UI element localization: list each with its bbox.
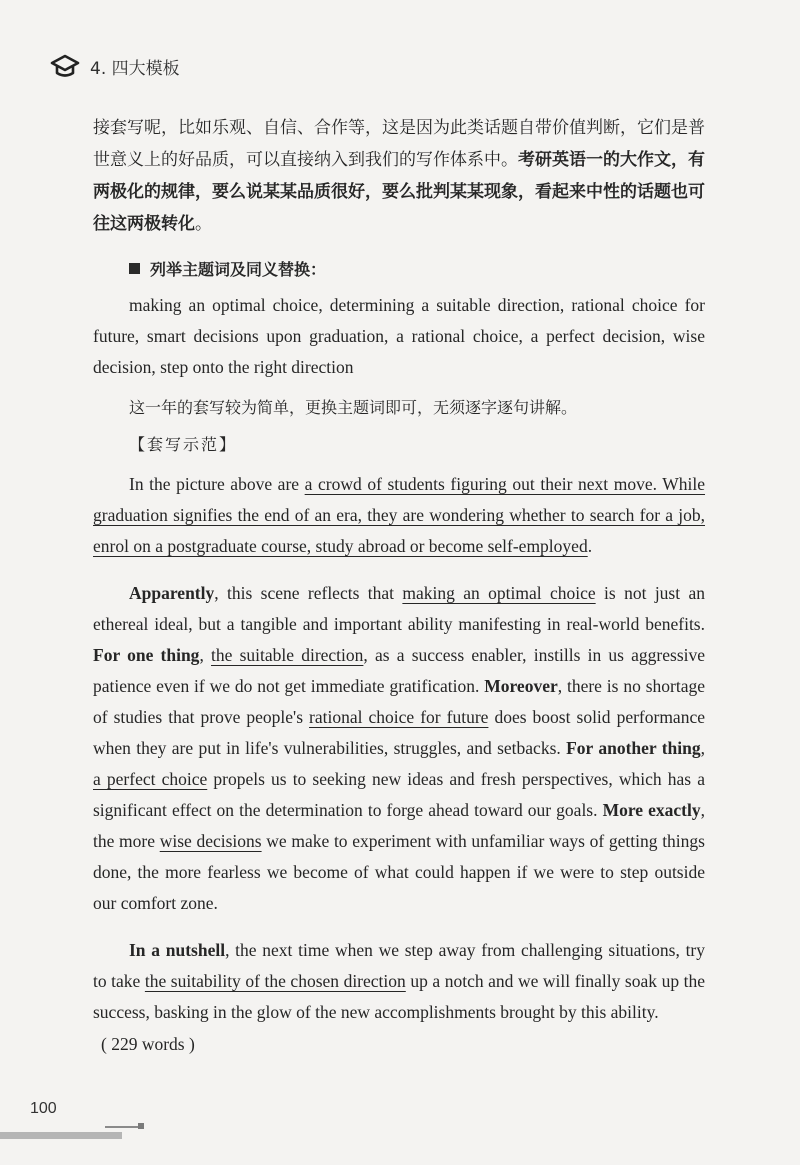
- section-title: 列举主题词及同义替换：: [150, 260, 327, 279]
- graduation-cap-icon: [50, 52, 80, 80]
- essay-text: , the next time when we step away from challenging situations, try to take: [93, 940, 706, 991]
- underlined-phrase: the suitability of the chosen direction: [144, 971, 406, 991]
- page-content: [93, 112, 705, 1060]
- intro-bold-text: 考研英语一的大作文，有两极化的规律，要么说某某品质很好，要么批判某某现象，看起来中性的话题也可往这两极转化: [93, 150, 705, 234]
- page-number: 100: [30, 1100, 57, 1117]
- section-heading: [129, 257, 705, 280]
- essay-text: is not just an ethereal ideal, but a tangible and important ability manifesting in real-world benefits.: [93, 583, 705, 634]
- bold-connector: For one thing: [93, 645, 200, 665]
- bold-connector: Apparently: [129, 583, 215, 603]
- sample-title: 【套写示范】: [129, 435, 238, 454]
- square-bullet-icon: [129, 263, 140, 274]
- chapter-header: [50, 52, 180, 80]
- underlined-phrase: rational choice for future: [309, 707, 489, 727]
- bold-connector: For another thing: [566, 738, 701, 758]
- essay-text: , there is no shortage of studies that prove people's: [93, 676, 705, 727]
- bold-connector: More exactly: [602, 800, 701, 820]
- essay-paragraph-3: [93, 935, 705, 1028]
- intro-text: 接套写呢，比如乐观、自信、合作等，这是因为此类话题自带价值判断，它们是普世意义上的好品质，可以直接纳入到我们的写作体系中。: [93, 118, 705, 170]
- vocab-list: making an optimal choice, determining a suitable direction, rational choice for future, smart decisions upon graduation, a rational choice, a perfect decision, wise decision, step onto the right direction: [93, 295, 705, 377]
- essay-paragraph-1: [93, 469, 705, 562]
- footer-bar: [0, 1132, 122, 1139]
- essay-text: , the more: [93, 800, 705, 851]
- essay-text: ,: [700, 738, 705, 758]
- chapter-title: 4. 四大模板: [90, 58, 180, 79]
- intro-paragraph: [93, 112, 705, 240]
- essay-text: up a notch and we will finally soak up the success, basking in the glow of the new accomplishments brought by this ability.: [93, 971, 705, 1022]
- essay-text: does boost solid performance when they are put in life's vulnerabilities, struggles, and setbacks.: [93, 707, 705, 758]
- footer-dot: [138, 1123, 144, 1129]
- essay-text: In the picture above are: [129, 474, 305, 494]
- essay-text: ,: [199, 645, 212, 665]
- underlined-phrase: wise decisions: [159, 831, 262, 851]
- underlined-phrase: making an optimal choice: [402, 583, 596, 603]
- underlined-phrase: a perfect choice: [93, 769, 208, 789]
- essay-text: , this scene reflects that: [214, 583, 403, 603]
- template-note: 这一年的套写较为简单，更换主题词即可，无须逐字逐句讲解。: [129, 398, 578, 417]
- underlined-phrase: a crowd of students figuring out their next move. While graduation signifies the end of an era, they are wondering whether to search for a job, enrol on a postgraduate course, study abroad or become self-employed: [93, 474, 706, 556]
- underlined-phrase: the suitable direction: [211, 645, 364, 665]
- bold-connector: Moreover: [484, 676, 558, 696]
- essay-text: propels us to seeking new ideas and fresh perspectives, which has a significant effect on the determination to forge ahead toward our goals.: [93, 769, 705, 820]
- essay-text: .: [587, 536, 593, 556]
- essay-text: we make to experiment with unfamiliar ways of getting things done, the more fearless we become of what could happen if we were to step outside our comfort zone.: [93, 831, 705, 913]
- essay-paragraph-2: [93, 578, 705, 919]
- footer-line: [105, 1126, 141, 1128]
- essay-text: , as a success enabler, instills in us aggressive patience even if we do not get immediate gratification.: [93, 645, 706, 696]
- word-count: ( 229 words ): [101, 1034, 195, 1054]
- intro-end: 。: [195, 214, 212, 234]
- bold-connector: In a nutshell: [129, 940, 226, 960]
